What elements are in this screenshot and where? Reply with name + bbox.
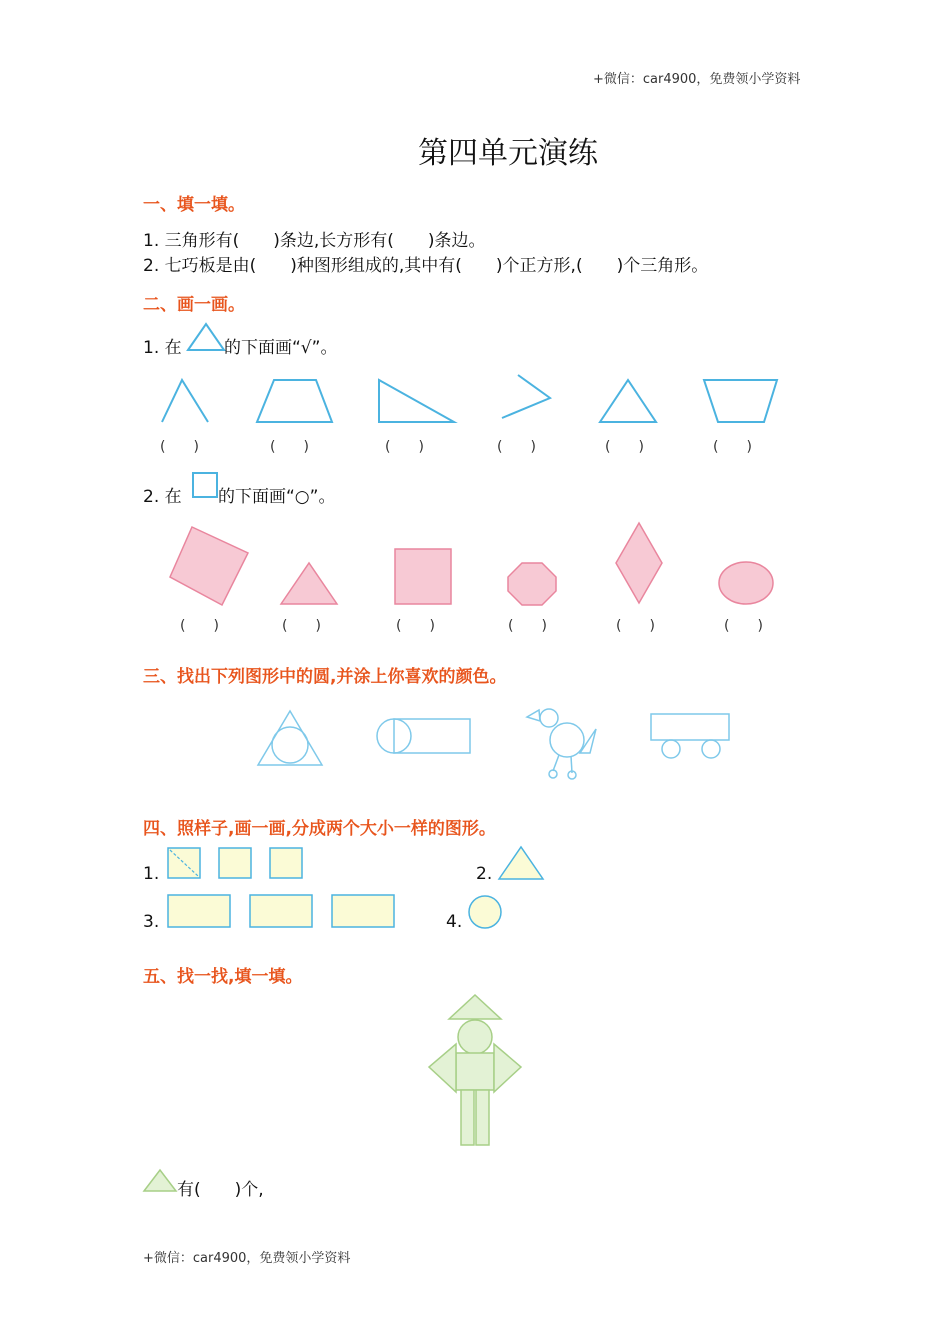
answer-blank-2-1-e[interactable]: ( )	[605, 439, 644, 455]
inverted-trapezoid-shape	[704, 380, 777, 422]
robot-right-arm-triangle	[494, 1044, 521, 1092]
section-5-heading: 五、找一找,填一填。	[143, 967, 303, 987]
answer-blank-2-1-f[interactable]: ( )	[713, 439, 752, 455]
robot-body-square	[456, 1053, 494, 1090]
item-4-1-number: 1.	[143, 864, 160, 884]
question-2-2-suffix: 的下面画“○”。	[218, 487, 336, 507]
answer-blank-2-1-c[interactable]: ( )	[385, 439, 424, 455]
question-1-1: 1. 三角形有( )条边,长方形有( )条边。	[143, 231, 486, 251]
ellipse-shape	[719, 562, 773, 604]
robot-hat-triangle	[449, 995, 501, 1019]
answer-blank-2-2-a[interactable]: ( )	[180, 618, 219, 634]
squares-to-split	[166, 846, 306, 880]
shape-row-1	[150, 370, 790, 430]
question-5-1: 有( )个,	[177, 1180, 264, 1200]
watermark-bottom: +微信：car4900，免费领小学资料	[143, 1251, 351, 1266]
robot-head-circle	[458, 1020, 492, 1054]
watermark-top: +微信：car4900，免费领小学资料	[593, 72, 801, 87]
triangle-to-split	[497, 845, 547, 881]
robot-left-arm-triangle	[429, 1044, 456, 1092]
rectangles-to-split	[166, 893, 398, 931]
pink-square-shape	[395, 549, 451, 604]
shape-robot-figure	[425, 993, 525, 1151]
question-2-1-suffix: 的下面画“√”。	[224, 338, 338, 358]
page-title: 第四单元演练	[418, 136, 598, 171]
question-2-1-prefix: 1. 在	[143, 338, 182, 358]
pink-triangle-shape	[281, 563, 337, 604]
item-4-4-number: 4.	[446, 912, 463, 932]
rectangle-with-circle-figure	[377, 719, 470, 753]
circle-finding-figures	[250, 695, 740, 785]
triangle-with-circle-figure	[258, 711, 322, 765]
open-angle-shape-2	[502, 375, 550, 418]
section-1-heading: 一、填一填。	[143, 195, 245, 215]
answer-blank-2-2-e[interactable]: ( )	[616, 618, 655, 634]
answer-blank-2-2-c[interactable]: ( )	[396, 618, 435, 634]
answer-blank-2-1-a[interactable]: ( )	[160, 439, 199, 455]
bird-figure	[527, 709, 596, 779]
cart-figure	[651, 714, 729, 758]
octagon-shape	[508, 563, 556, 605]
circle-to-split	[467, 894, 505, 932]
robot-left-leg	[461, 1090, 474, 1145]
green-triangle-icon	[143, 1169, 177, 1193]
shape-row-2	[160, 515, 800, 610]
section-3-heading: 三、找出下列图形中的圆,并涂上你喜欢的颜色。	[143, 667, 507, 687]
robot-right-leg	[476, 1090, 489, 1145]
section-2-heading: 二、画一画。	[143, 295, 245, 315]
answer-blank-2-2-b[interactable]: ( )	[282, 618, 321, 634]
answer-blank-2-1-b[interactable]: ( )	[270, 439, 309, 455]
item-4-3-number: 3.	[143, 912, 160, 932]
open-angle-shape	[162, 380, 208, 422]
question-1-2: 2. 七巧板是由( )种图形组成的,其中有( )个正方形,( )个三角形。	[143, 256, 709, 276]
square-icon	[192, 472, 218, 498]
answer-blank-2-2-d[interactable]: ( )	[508, 618, 547, 634]
section-4-heading: 四、照样子,画一画,分成两个大小一样的图形。	[143, 819, 496, 839]
item-4-2-number: 2.	[476, 864, 493, 884]
triangle-icon	[186, 322, 226, 352]
triangle-shape	[600, 380, 656, 422]
answer-blank-2-1-d[interactable]: ( )	[497, 439, 536, 455]
answer-blank-2-2-f[interactable]: ( )	[724, 618, 763, 634]
rhombus-shape	[616, 523, 662, 603]
tilted-square-shape	[170, 527, 248, 605]
trapezoid-shape	[257, 380, 332, 422]
right-triangle-shape	[379, 380, 454, 422]
question-2-2-prefix: 2. 在	[143, 487, 182, 507]
